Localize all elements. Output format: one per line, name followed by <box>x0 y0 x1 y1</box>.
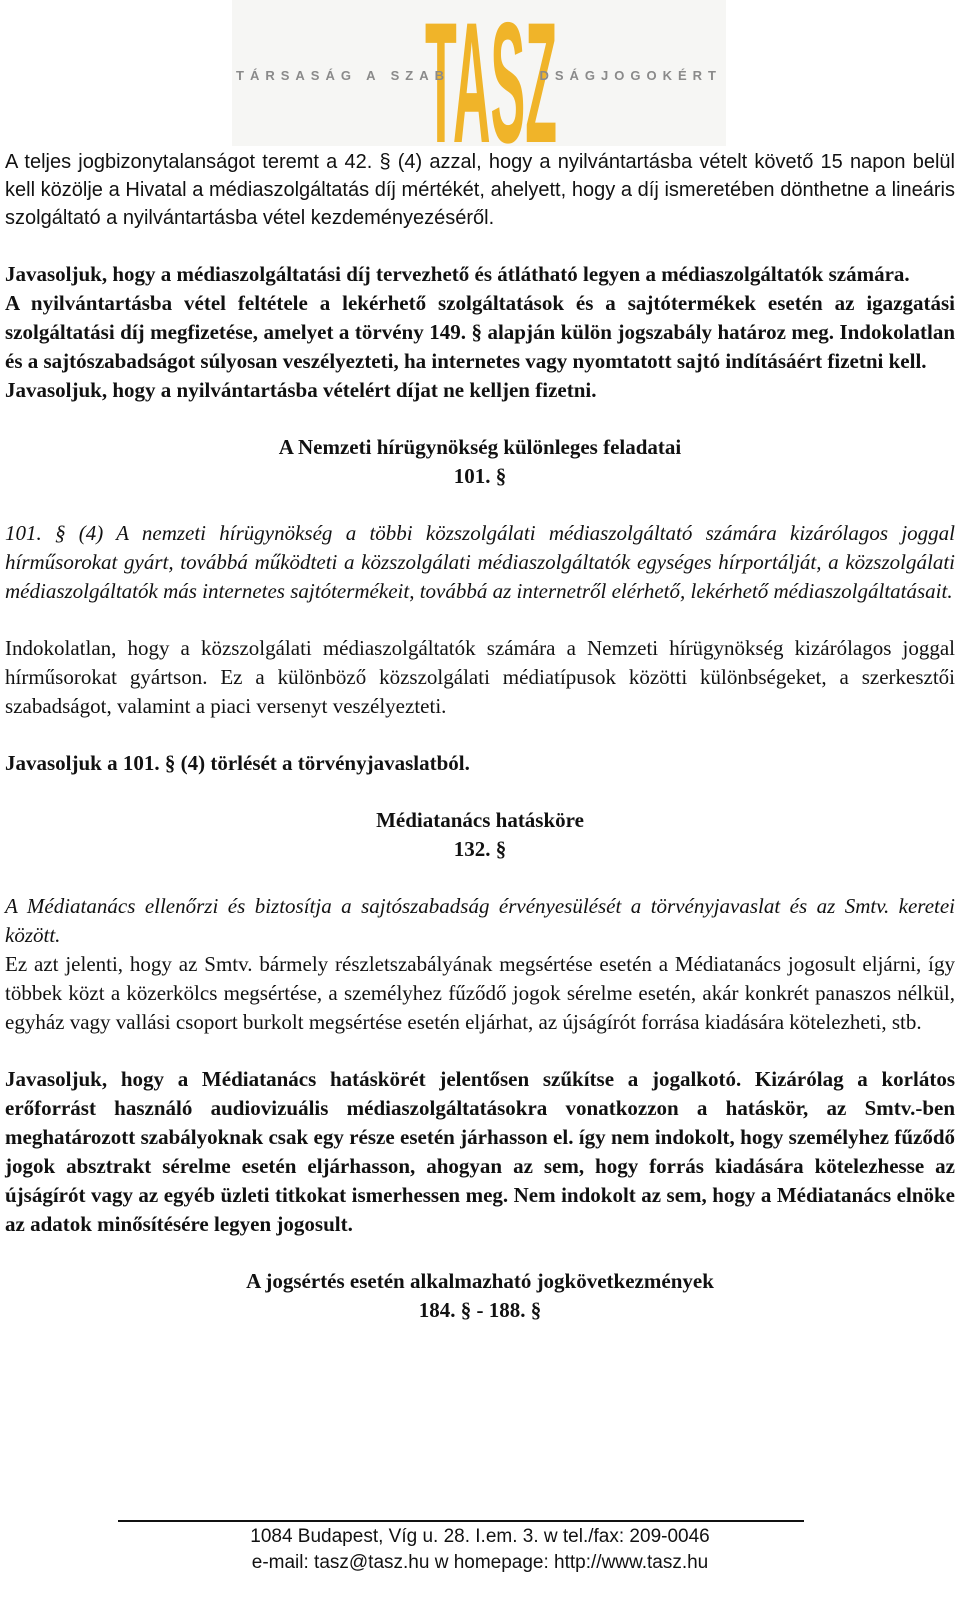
recommendation-no-fee: Javasoljuk, hogy a nyilvántartásba vételért díjat ne kelljen fizetni. <box>5 378 597 402</box>
section-title-news-agency: A Nemzeti hírügynökség különleges feladatai <box>278 435 682 459</box>
quote-132: A Médiatanács ellenőrzi és biztosítja a sajtószabadság érvényesülését a törvényjavaslat és az Smtv. keretei között. <box>5 894 955 947</box>
section-title-legal-consequences: A jogsértés esetén alkalmazható jogkövetkezmények <box>246 1269 714 1293</box>
recommendation-media-council: Javasoljuk, hogy a Médiatanács hatáskörét jelentősen szűkítse a jogalkotó. Kizárólag a korlátos erőforrást használó audiovizuális médiaszolgáltatásokra vonatkozzon a hatáskör, az Smtv.-ben meghatározott szabályoknak csak egy része esetén járhasson el. így nem indokolt, hogy személyhez fűződő jogok absztrakt sérelme esetén eljárhasson, ahogyan az sem, hogy forrás kiadására kötelezhesse az újságírót vagy az egyéb üzleti titkokat ismerhessen meg. Nem indokolt az sem, hogy a Médiatanács elnöke az adatok minősítésére legyen jogosult. <box>5 1067 955 1236</box>
section-number-101: 101. § <box>453 464 507 488</box>
registration-fee-paragraph: A nyilvántartásba vétel feltétele a lekérhető szolgáltatások és a sajtótermékek esetén az igazgatási szolgáltatási díj megfizetése, amelyet a törvény 149. § alapján külön jogszabály határoz meg. Indokolatlan és a sajtószabadságot súlyosan veszélyezteti, ha internetes vagy nyomtatott sajtó indításáért fizetni kell. <box>5 291 955 373</box>
recommendation-fee-planning: Javasoljuk, hogy a médiaszolgáltatási díj tervezhető és átlátható legyen a médiaszolgáltatók számára. <box>5 262 910 286</box>
logo-wordmark: TASZ <box>425 0 557 146</box>
quote-101-4: 101. § (4) A nemzeti hírügynökség a többi közszolgálati médiaszolgáltató számára kizárólagos joggal hírműsorokat gyárt, továbbá működteti a közszolgálati médiaszolgáltatók egységes hírportálját, a közszolgálati médiaszolgáltatók más internetes sajtótermékeit, továbbá az internetről elérhető, lekérhető médiaszolgáltatásait. <box>5 521 955 603</box>
logo-tagline-right: DSÁGJOGOKÉRT <box>539 68 722 83</box>
footer-address: 1084 Budapest, Víg u. 28. I.em. 3. w tel./fax: 209-0046 <box>250 1526 710 1547</box>
section-number-184-188: 184. § - 188. § <box>418 1298 542 1322</box>
section-number-132: 132. § <box>453 837 507 861</box>
comment-media-council: Ez azt jelenti, hogy az Smtv. bármely részletszabályának megsértése esetén a Médiatanács jogosult eljárni, így többek közt a közerkölcs megsértése, a személyhez fűződő jogok sérelme esetén, akár konkrét panaszos nélkül, egyház vagy vallási csoport burkolt megsértése esetén eljárhat, az újságírót forrása kiadására kötelezheti, stb. <box>5 952 955 1034</box>
footer-contact: e-mail: tasz@tasz.hu w homepage: http://www.tasz.hu <box>251 1552 709 1573</box>
document-body <box>5 148 955 1325</box>
recommendation-delete-101-4: Javasoljuk a 101. § (4) törlését a törvényjavaslatból. <box>5 751 470 775</box>
tasz-logo-graphic <box>232 0 726 146</box>
tasz-logo <box>232 0 726 146</box>
comment-news-agency: Indokolatlan, hogy a közszolgálati médiaszolgáltatók számára a Nemzeti hírügynökség kizárólagos joggal hírműsorokat gyártson. Ez a különböző közszolgálati médiatípusok közötti különbségeket, a szerkesztői szabadságot, valamint a piaci versenyt veszélyezteti. <box>5 636 955 718</box>
section-title-media-council: Médiatanács hatásköre <box>376 808 584 832</box>
logo-tagline-left: TÁRSASÁG A SZAB <box>236 68 450 83</box>
footer-divider <box>118 1520 804 1522</box>
intro-paragraph: A teljes jogbizonytalanságot teremt a 42. § (4) azzal, hogy a nyilvántartásba vételt követő 15 napon belül kell közölje a Hivatal a médiaszolgáltatás díj mértékét, ahelyett, hogy a díj ismeretében dönthetne a lineáris szolgáltató a nyilvántartásba vétel kezdeményezéséről. <box>5 151 955 229</box>
